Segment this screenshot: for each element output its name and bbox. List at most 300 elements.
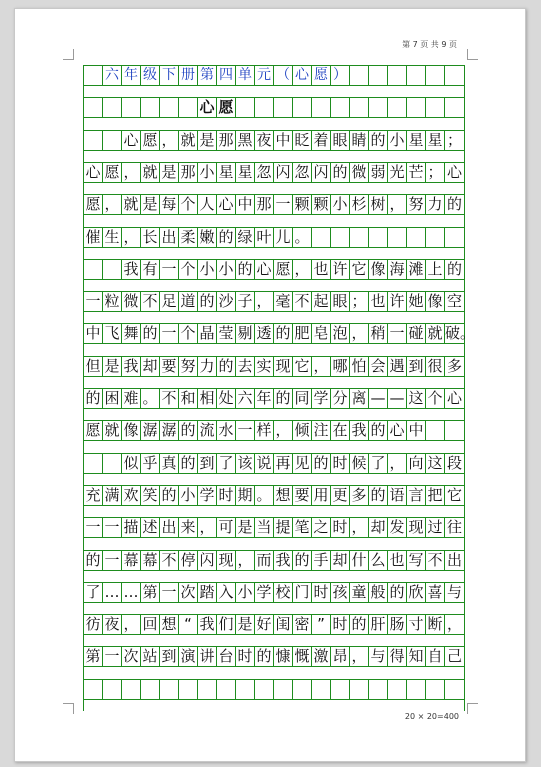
grid-cell: 什	[350, 551, 369, 570]
grid-cell: 闪	[274, 163, 293, 182]
grid-cell: 我	[122, 260, 141, 279]
grid-cell: 门	[293, 583, 312, 602]
grid-cell: 哪	[331, 357, 350, 376]
grid-cell: 一	[103, 518, 122, 537]
grid-cell: 好	[255, 615, 274, 634]
grid-cell: 黑	[236, 131, 255, 150]
grid-cell: ，	[350, 647, 369, 666]
grid-cell	[141, 680, 160, 699]
grid-cell: 像	[122, 421, 141, 440]
grid-cell: ，	[312, 357, 331, 376]
grid-cell: 很	[426, 357, 445, 376]
grid-cell: 空	[446, 292, 462, 311]
grid-cell: 却	[141, 357, 160, 376]
grid-cell: ，	[122, 163, 141, 182]
grid-cell: ，	[103, 195, 122, 214]
grid-cell: 像	[369, 260, 388, 279]
grid-cell	[369, 228, 388, 247]
grid-cell: 语	[388, 486, 407, 505]
grid-cell: …	[122, 583, 141, 602]
grid-cell: 孩	[331, 583, 350, 602]
grid-cell: 努	[179, 357, 198, 376]
grid-cell: 欢	[122, 486, 141, 505]
grid-cell: 踏	[198, 583, 217, 602]
grid-cell: 学	[312, 389, 331, 408]
grid-cell: ；	[350, 292, 369, 311]
grid-cell: 心	[255, 260, 274, 279]
grid-cell: 子	[236, 292, 255, 311]
grid-cell: 发	[388, 518, 407, 537]
grid-cell: …	[103, 583, 122, 602]
grid-cell	[369, 66, 388, 85]
crop-mark-bottom-right	[467, 703, 478, 714]
grid-cell	[103, 680, 122, 699]
grid-cell: 一	[160, 324, 179, 343]
grid-cell: 水	[217, 421, 236, 440]
grid-cell: 颗	[312, 195, 331, 214]
grid-cell: 粒	[103, 292, 122, 311]
grid-cell: 是	[160, 163, 179, 182]
text-row	[84, 227, 464, 248]
grid-cell: 夜	[103, 615, 122, 634]
grid-cell: 闪	[312, 163, 331, 182]
grid-cell: 潺	[141, 421, 160, 440]
grid-cell: 晶	[198, 324, 217, 343]
grid-cell: 知	[407, 647, 426, 666]
grid-cell: 中	[84, 324, 103, 343]
grid-cell: 多	[350, 486, 369, 505]
grid-cell: 绿	[236, 228, 255, 247]
grid-cell	[179, 98, 198, 117]
grid-cell	[274, 98, 293, 117]
grid-cell	[350, 66, 369, 85]
grid-cell: 颗	[293, 195, 312, 214]
grid-cell: 中	[274, 131, 293, 150]
grid-cell: ，	[293, 260, 312, 279]
grid-cell: 着	[312, 131, 331, 150]
grid-cell: 的	[255, 647, 274, 666]
grid-cell	[312, 680, 331, 699]
grid-cell: 再	[274, 454, 293, 473]
grid-cell: 时	[331, 518, 350, 537]
grid-cell: 一	[84, 518, 103, 537]
grid-cell: 要	[293, 486, 312, 505]
grid-cell: 不	[141, 292, 160, 311]
text-row	[84, 388, 464, 409]
grid-cell	[103, 98, 122, 117]
grid-cell: ，	[388, 195, 407, 214]
grid-cell	[84, 260, 103, 279]
grid-cell: 演	[179, 647, 198, 666]
grid-cell	[350, 228, 369, 247]
grid-cell: 的	[446, 259, 462, 278]
grid-cell: 就	[426, 324, 445, 343]
grid-cell: 入	[217, 583, 236, 602]
grid-cell: 了	[217, 454, 236, 473]
grid-cell: 笑	[141, 486, 160, 505]
grid-cell: 年	[122, 66, 141, 85]
grid-cell: 似	[122, 454, 141, 473]
grid-cell: 出	[160, 518, 179, 537]
grid-cell: 册	[179, 66, 198, 85]
grid-cell: 心	[217, 195, 236, 214]
text-row	[84, 582, 464, 603]
grid-cell: 心	[198, 98, 217, 117]
grid-cell: 愿	[217, 98, 236, 117]
grid-cell	[407, 98, 426, 117]
grid-cell: 现	[217, 551, 236, 570]
grid-cell: 手	[312, 551, 331, 570]
text-row	[84, 259, 464, 280]
grid-cell	[122, 680, 141, 699]
text-row	[84, 130, 464, 151]
grid-cell: 破。	[445, 324, 476, 343]
grid-cell: 心	[122, 131, 141, 150]
grid-cell: 笔	[293, 518, 312, 537]
grid-cell: 微	[350, 163, 369, 182]
grid-cell	[388, 680, 407, 699]
grid-cell	[312, 98, 331, 117]
grid-cell: 己	[446, 647, 462, 666]
grid-cell: ，	[274, 421, 293, 440]
text-row	[84, 420, 464, 441]
grid-cell: 第	[84, 647, 103, 666]
grid-cell: 密	[293, 615, 312, 634]
grid-cell: ；	[426, 163, 445, 182]
grid-cell: 去	[236, 357, 255, 376]
grid-cell: ，	[446, 615, 462, 634]
grid-cell: 第	[198, 66, 217, 85]
grid-cell: 一	[84, 292, 103, 311]
grid-cell: 处	[217, 389, 236, 408]
grid-cell: 下	[160, 66, 179, 85]
grid-cell: 的	[179, 421, 198, 440]
grid-cell: 彷	[84, 615, 103, 634]
grid-cell	[388, 98, 407, 117]
text-row	[84, 453, 464, 474]
grid-cell: 长	[141, 228, 160, 247]
grid-cell: 时	[331, 615, 350, 634]
grid-cell: 离	[350, 389, 369, 408]
grid-cell: ，	[122, 228, 141, 247]
grid-cell: 充	[84, 486, 103, 505]
grid-cell	[179, 680, 198, 699]
grid-cell: 的	[217, 357, 236, 376]
grid-cell: 肠	[388, 615, 407, 634]
text-row	[84, 162, 464, 183]
grid-cell: 中	[236, 195, 255, 214]
grid-size-footer: 20 × 20=400	[404, 712, 459, 721]
grid-cell: 我	[350, 421, 369, 440]
grid-cell: —	[369, 389, 388, 408]
grid-cell	[122, 98, 141, 117]
grid-cell: 时	[236, 647, 255, 666]
grid-cell: 生	[103, 228, 122, 247]
grid-cell: 这	[407, 389, 426, 408]
grid-cell: 六	[103, 66, 122, 85]
grid-cell: 级	[141, 66, 160, 85]
grid-cell: 候	[350, 454, 369, 473]
grid-cell: 的	[274, 389, 293, 408]
grid-cell: 第	[141, 583, 160, 602]
grid-cell	[426, 66, 445, 85]
grid-cell: 讲	[198, 647, 217, 666]
grid-cell: 不	[160, 551, 179, 570]
grid-cell: 肥	[293, 324, 312, 343]
grid-cell: 了	[369, 454, 388, 473]
grid-cell	[274, 680, 293, 699]
grid-cell: 的	[160, 486, 179, 505]
grid-cell: 一	[274, 195, 293, 214]
crop-mark-bottom-left	[63, 703, 74, 714]
grid-cell	[217, 680, 236, 699]
grid-cell: 会	[369, 357, 388, 376]
grid-cell: 样	[255, 421, 274, 440]
grid-cell: 不	[293, 292, 312, 311]
grid-cell	[369, 680, 388, 699]
text-row	[84, 323, 476, 344]
grid-cell: 写	[407, 551, 426, 570]
unit-title-row	[84, 65, 464, 86]
grid-cell: 催	[84, 228, 103, 247]
grid-cell	[103, 131, 122, 150]
text-row	[84, 485, 464, 506]
grid-cell: 喜	[426, 583, 445, 602]
grid-cell: 不	[160, 389, 179, 408]
grid-cell: 却	[369, 518, 388, 537]
grid-cell: 忽	[293, 163, 312, 182]
grid-cell: 愿	[312, 66, 331, 85]
grid-cell: ，	[350, 324, 369, 343]
grid-cell: 来	[179, 518, 198, 537]
grid-cell: 心	[446, 389, 462, 407]
grid-cell: 把	[426, 486, 445, 505]
essay-title-row	[84, 97, 464, 118]
grid-cell	[84, 98, 103, 117]
grid-cell: 忽	[255, 163, 274, 182]
grid-cell	[331, 680, 350, 699]
grid-cell: 真	[160, 454, 179, 473]
grid-cell: 校	[274, 583, 293, 602]
grid-cell	[407, 228, 426, 247]
grid-cell: 是	[103, 357, 122, 376]
grid-cell: 得	[388, 647, 407, 666]
grid-cell: 自	[426, 647, 445, 666]
grid-cell: 努	[407, 195, 426, 214]
grid-cell: 相	[198, 389, 217, 408]
grid-cell	[236, 680, 255, 699]
grid-cell: 那	[217, 131, 236, 150]
grid-cell: 出	[160, 228, 179, 247]
grid-cell: 一	[388, 324, 407, 343]
grid-cell: 愿	[84, 195, 103, 214]
grid-cell: 童	[350, 583, 369, 602]
grid-cell: 眼	[331, 292, 350, 311]
grid-cell: 我	[122, 357, 141, 376]
grid-cell: 她	[407, 292, 426, 311]
grid-cell: 星	[426, 131, 445, 150]
grid-cell: ，	[388, 454, 407, 473]
grid-cell: 愿	[103, 163, 122, 182]
grid-cell: 与	[369, 647, 388, 666]
grid-cell: 要	[160, 357, 179, 376]
crop-mark-top-right	[467, 49, 478, 60]
text-row	[84, 646, 464, 667]
grid-cell: 的	[312, 454, 331, 473]
grid-cell	[407, 66, 426, 85]
grid-cell: 小	[331, 195, 350, 214]
grid-cell: 的	[388, 583, 407, 602]
composition-grid	[83, 65, 476, 711]
grid-cell: 一	[236, 421, 255, 440]
grid-cell: 了	[84, 583, 103, 602]
grid-cell: 用	[312, 486, 331, 505]
grid-cell: 不	[426, 551, 445, 570]
grid-cell: 那	[179, 163, 198, 182]
grid-cell: —	[388, 389, 407, 408]
grid-cell	[369, 98, 388, 117]
grid-cell: 剔	[236, 324, 255, 343]
grid-cell: 是	[141, 195, 160, 214]
grid-cell: 这	[426, 454, 445, 473]
grid-cell	[255, 98, 274, 117]
grid-cell: 实	[255, 357, 274, 376]
grid-cell: 小	[236, 583, 255, 602]
grid-cell: 幕	[122, 551, 141, 570]
grid-cell: 分	[331, 389, 350, 408]
grid-cell	[331, 98, 350, 117]
grid-cell: 一	[160, 260, 179, 279]
grid-cell: 个	[179, 195, 198, 214]
grid-cell: 同	[293, 389, 312, 408]
grid-cell: 过	[426, 518, 445, 537]
grid-cell: 个	[179, 260, 198, 279]
grid-cell: 描	[122, 518, 141, 537]
grid-cell	[331, 228, 350, 247]
grid-cell: ，	[350, 518, 369, 537]
grid-cell: 欣	[407, 583, 426, 602]
grid-cell: 眼	[331, 131, 350, 150]
grid-cell: 可	[217, 518, 236, 537]
grid-cell: ，	[236, 551, 255, 570]
grid-cell: 杉	[350, 195, 369, 214]
grid-cell	[426, 228, 445, 247]
grid-cell: 的	[369, 131, 388, 150]
grid-cell: 现	[274, 357, 293, 376]
grid-cell: 起	[312, 292, 331, 311]
grid-cell	[84, 66, 103, 85]
grid-cell: 昂	[331, 647, 350, 666]
grid-cell: 树	[369, 195, 388, 214]
grid-cell	[103, 454, 122, 473]
grid-cell: ）	[331, 66, 350, 85]
grid-cell: 上	[426, 260, 445, 279]
grid-cell: ”	[312, 615, 331, 634]
grid-cell: 小	[179, 486, 198, 505]
grid-cell: 元	[255, 66, 274, 85]
grid-cell: 多	[446, 356, 462, 375]
grid-cell: 就	[179, 131, 198, 150]
grid-cell: 潺	[160, 421, 179, 440]
grid-cell	[160, 680, 179, 699]
grid-cell: 慷	[274, 647, 293, 666]
grid-cell: 满	[103, 486, 122, 505]
grid-cell: 海	[388, 260, 407, 279]
grid-cell: 愿	[141, 131, 160, 150]
grid-cell: 激	[312, 647, 331, 666]
grid-cell: 更	[331, 486, 350, 505]
grid-cell	[445, 98, 464, 117]
grid-cell: 说	[255, 454, 274, 473]
grid-cell: 而	[255, 551, 274, 570]
grid-cell: （	[274, 66, 293, 85]
grid-cell: 的	[236, 260, 255, 279]
grid-cell: 想	[160, 615, 179, 634]
grid-cell: 芒	[407, 163, 426, 182]
grid-cell: 的	[84, 389, 103, 408]
grid-cell: 般	[369, 583, 388, 602]
grid-cell: 回	[141, 615, 160, 634]
grid-cell: ；	[446, 130, 462, 149]
grid-cell	[198, 680, 217, 699]
text-row	[84, 517, 464, 538]
grid-cell: 小	[217, 260, 236, 279]
grid-cell: 倾	[293, 421, 312, 440]
grid-cell: 时	[312, 583, 331, 602]
grid-cell: 心	[388, 421, 407, 440]
grid-cell: 出	[446, 550, 462, 569]
grid-cell: 小	[198, 260, 217, 279]
grid-cell: 个	[426, 389, 445, 408]
text-row	[84, 614, 464, 635]
grid-cell: 就	[122, 195, 141, 214]
grid-cell	[160, 98, 179, 117]
grid-cell: 心	[84, 163, 103, 182]
grid-cell: 稍	[369, 324, 388, 343]
grid-cell: 往	[446, 518, 462, 537]
grid-cell	[445, 421, 464, 440]
grid-cell: 莹	[217, 324, 236, 343]
grid-cell: 心	[293, 66, 312, 85]
grid-cell: 像	[426, 292, 445, 311]
grid-cell: 现	[407, 518, 426, 537]
grid-cell: ，	[255, 292, 274, 311]
text-row	[84, 679, 464, 700]
grid-cell: 足	[160, 292, 179, 311]
grid-cell: 许	[388, 292, 407, 311]
grid-cell: 的	[141, 324, 160, 343]
grid-cell: 也	[369, 292, 388, 311]
grid-cell	[445, 228, 464, 247]
grid-cell: 中	[407, 421, 426, 440]
grid-cell: 个	[179, 324, 198, 343]
grid-cell: 的	[369, 486, 388, 505]
grid-cell	[141, 98, 160, 117]
grid-cell	[445, 66, 464, 85]
grid-cell: ，	[198, 518, 217, 537]
grid-cell: 小	[198, 163, 217, 182]
grid-cell: 到	[407, 357, 426, 376]
grid-cell: 们	[217, 615, 236, 634]
grid-cell: 每	[160, 195, 179, 214]
grid-cell: 言	[407, 486, 426, 505]
grid-cell: 闺	[274, 615, 293, 634]
grid-cell	[350, 98, 369, 117]
grid-cell: 的	[198, 292, 217, 311]
grid-cell	[350, 680, 369, 699]
grid-cell: 叶	[255, 228, 274, 247]
grid-cell: 我	[198, 615, 217, 634]
